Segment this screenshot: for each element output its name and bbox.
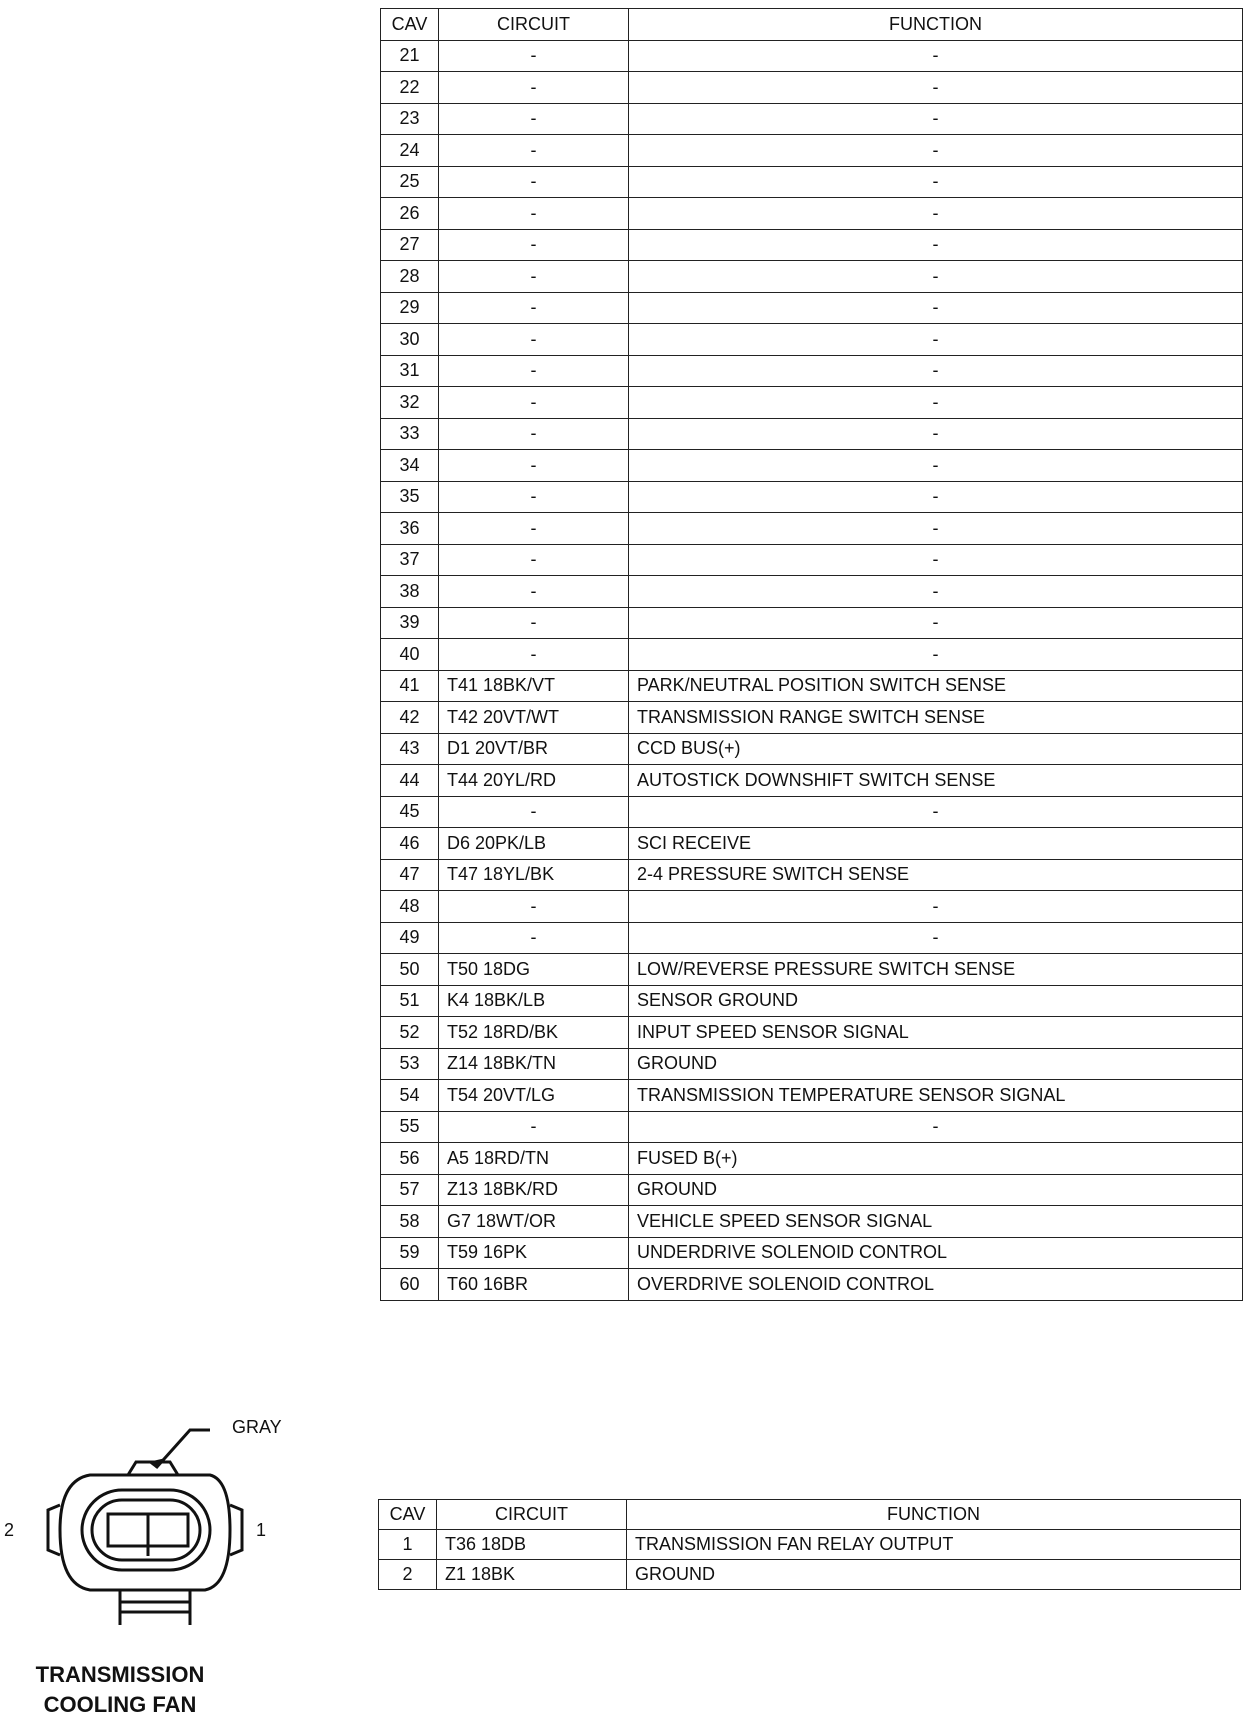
cav-cell: 56 [381, 1143, 439, 1175]
circuit-cell: - [439, 513, 629, 545]
table-row [381, 135, 1243, 167]
table-row [379, 1560, 1241, 1590]
circuit-cell: - [439, 796, 629, 828]
function-cell: TRANSMISSION RANGE SWITCH SENSE [629, 702, 1243, 734]
circuit-cell: - [439, 292, 629, 324]
circuit-cell: Z13 18BK/RD [439, 1174, 629, 1206]
cav-cell: 1 [379, 1530, 437, 1560]
circuit-cell: T42 20VT/WT [439, 702, 629, 734]
table-row [381, 387, 1243, 419]
main-table-body [381, 40, 1243, 1300]
circuit-cell: T41 18BK/VT [439, 670, 629, 702]
connector-title-line2: COOLING FAN [43, 1692, 197, 1717]
circuit-cell: T47 18YL/BK [439, 859, 629, 891]
table-row [381, 576, 1243, 608]
table-row [381, 229, 1243, 261]
circuit-cell: - [439, 607, 629, 639]
cav-cell: 46 [381, 828, 439, 860]
table-row [381, 1237, 1243, 1269]
connector-housing [60, 1475, 230, 1590]
left-ear [48, 1505, 60, 1555]
table-row [381, 103, 1243, 135]
table-row [381, 891, 1243, 923]
function-cell: - [629, 103, 1243, 135]
cav-cell: 24 [381, 135, 439, 167]
function-cell: - [629, 261, 1243, 293]
cav-cell: 23 [381, 103, 439, 135]
circuit-cell: - [439, 639, 629, 671]
cav-cell: 49 [381, 922, 439, 954]
function-cell: - [629, 166, 1243, 198]
function-cell: - [629, 891, 1243, 923]
function-cell: - [629, 1111, 1243, 1143]
function-cell: INPUT SPEED SENSOR SIGNAL [629, 1017, 1243, 1049]
circuit-cell: D1 20VT/BR [439, 733, 629, 765]
circuit-cell: T50 18DG [439, 954, 629, 986]
circuit-cell: - [439, 387, 629, 419]
function-cell: GROUND [629, 1174, 1243, 1206]
function-cell: AUTOSTICK DOWNSHIFT SWITCH SENSE [629, 765, 1243, 797]
function-cell: UNDERDRIVE SOLENOID CONTROL [629, 1237, 1243, 1269]
function-cell: - [629, 135, 1243, 167]
cav-cell: 55 [381, 1111, 439, 1143]
fan-header-row [379, 1500, 1241, 1530]
cav-cell: 45 [381, 796, 439, 828]
circuit-cell: Z14 18BK/TN [439, 1048, 629, 1080]
table-row [381, 796, 1243, 828]
circuit-cell: T54 20VT/LG [439, 1080, 629, 1112]
function-cell: TRANSMISSION FAN RELAY OUTPUT [627, 1530, 1241, 1560]
circuit-cell: - [439, 135, 629, 167]
circuit-cell: Z1 18BK [437, 1560, 627, 1590]
circuit-cell: T52 18RD/BK [439, 1017, 629, 1049]
table-row [381, 1017, 1243, 1049]
fan-circuit-header: CIRCUIT [437, 1500, 627, 1530]
circuit-cell: - [439, 198, 629, 230]
table-row [381, 450, 1243, 482]
table-row [381, 355, 1243, 387]
function-cell: - [629, 639, 1243, 671]
terminal-1 [148, 1514, 188, 1546]
table-row [381, 292, 1243, 324]
connector-color-label: GRAY [232, 1417, 282, 1437]
function-cell: SCI RECEIVE [629, 828, 1243, 860]
cav-cell: 59 [381, 1237, 439, 1269]
function-cell: FUSED B(+) [629, 1143, 1243, 1175]
table-row [381, 261, 1243, 293]
cav-cell: 44 [381, 765, 439, 797]
table-row [381, 733, 1243, 765]
function-cell: - [629, 513, 1243, 545]
function-cell: TRANSMISSION TEMPERATURE SENSOR SIGNAL [629, 1080, 1243, 1112]
table-row [381, 513, 1243, 545]
circuit-cell: - [439, 891, 629, 923]
function-cell: - [629, 292, 1243, 324]
table-row [381, 324, 1243, 356]
circuit-cell: - [439, 40, 629, 72]
circuit-cell: T44 20YL/RD [439, 765, 629, 797]
cav-cell: 35 [381, 481, 439, 513]
circuit-cell: - [439, 544, 629, 576]
table-row [381, 639, 1243, 671]
table-row [381, 72, 1243, 104]
table-row [381, 985, 1243, 1017]
cav-cell: 25 [381, 166, 439, 198]
cav-cell: 52 [381, 1017, 439, 1049]
function-cell: - [629, 481, 1243, 513]
terminal-2 [108, 1514, 148, 1546]
table-row [381, 765, 1243, 797]
function-header: FUNCTION [629, 9, 1243, 41]
circuit-cell: - [439, 166, 629, 198]
circuit-cell: - [439, 103, 629, 135]
circuit-header: CIRCUIT [439, 9, 629, 41]
circuit-cell: - [439, 1111, 629, 1143]
cav-cell: 48 [381, 891, 439, 923]
table-row [381, 954, 1243, 986]
cav-cell: 30 [381, 324, 439, 356]
circuit-cell: T59 16PK [439, 1237, 629, 1269]
circuit-cell: T36 18DB [437, 1530, 627, 1560]
table-row [381, 1048, 1243, 1080]
cav-cell: 58 [381, 1206, 439, 1238]
function-cell: - [629, 418, 1243, 450]
function-cell: - [629, 355, 1243, 387]
circuit-cell: - [439, 72, 629, 104]
fan-pinout-table [378, 1499, 1241, 1590]
function-cell: - [629, 576, 1243, 608]
table-row [381, 198, 1243, 230]
cav-cell: 2 [379, 1560, 437, 1590]
function-cell: OVERDRIVE SOLENOID CONTROL [629, 1269, 1243, 1301]
table-row [381, 1269, 1243, 1301]
function-cell: - [629, 229, 1243, 261]
function-cell: - [629, 40, 1243, 72]
cav-cell: 57 [381, 1174, 439, 1206]
cav-cell: 60 [381, 1269, 439, 1301]
table-row [381, 1206, 1243, 1238]
cav-cell: 50 [381, 954, 439, 986]
table-row [381, 670, 1243, 702]
function-cell: LOW/REVERSE PRESSURE SWITCH SENSE [629, 954, 1243, 986]
cav-cell: 28 [381, 261, 439, 293]
cav-cell: 51 [381, 985, 439, 1017]
connector-title-line1: TRANSMISSION [35, 1662, 205, 1687]
cav-cell: 34 [381, 450, 439, 482]
function-cell: - [629, 544, 1243, 576]
table-row [381, 40, 1243, 72]
cav-cell: 26 [381, 198, 439, 230]
circuit-cell: - [439, 922, 629, 954]
table-row [381, 1111, 1243, 1143]
circuit-cell: A5 18RD/TN [439, 1143, 629, 1175]
function-cell: - [629, 324, 1243, 356]
connector-drawing [20, 1420, 250, 1630]
circuit-cell: G7 18WT/OR [439, 1206, 629, 1238]
fan-table-body [379, 1530, 1241, 1590]
cav-cell: 41 [381, 670, 439, 702]
cav-cell: 39 [381, 607, 439, 639]
circuit-cell: - [439, 324, 629, 356]
main-pinout-table [380, 8, 1243, 1301]
table-row [381, 702, 1243, 734]
function-cell: - [629, 387, 1243, 419]
table-row [381, 166, 1243, 198]
circuit-cell: D6 20PK/LB [439, 828, 629, 860]
table-row [381, 859, 1243, 891]
fan-function-header: FUNCTION [627, 1500, 1241, 1530]
cav-cell: 27 [381, 229, 439, 261]
function-cell: - [629, 607, 1243, 639]
function-cell: CCD BUS(+) [629, 733, 1243, 765]
table-row [381, 481, 1243, 513]
cav-cell: 21 [381, 40, 439, 72]
table-row [381, 544, 1243, 576]
function-cell: SENSOR GROUND [629, 985, 1243, 1017]
function-cell: 2-4 PRESSURE SWITCH SENSE [629, 859, 1243, 891]
pin-label-right: 1 [256, 1520, 267, 1540]
cav-cell: 22 [381, 72, 439, 104]
connector-diagram [4, 1417, 282, 1635]
table-row [381, 418, 1243, 450]
right-ear [230, 1505, 242, 1555]
circuit-cell: - [439, 418, 629, 450]
cav-cell: 33 [381, 418, 439, 450]
function-cell: GROUND [629, 1048, 1243, 1080]
function-cell: - [629, 72, 1243, 104]
circuit-cell: - [439, 450, 629, 482]
cav-cell: 31 [381, 355, 439, 387]
pin-label-left: 2 [4, 1520, 15, 1540]
table-row [379, 1530, 1241, 1560]
header-row [381, 9, 1243, 41]
circuit-cell: - [439, 576, 629, 608]
table-row [381, 922, 1243, 954]
function-cell: - [629, 796, 1243, 828]
table-row [381, 828, 1243, 860]
function-cell: - [629, 198, 1243, 230]
table-row [381, 1080, 1243, 1112]
cav-header: CAV [381, 9, 439, 41]
cav-cell: 43 [381, 733, 439, 765]
function-cell: - [629, 922, 1243, 954]
circuit-cell: - [439, 481, 629, 513]
cav-cell: 42 [381, 702, 439, 734]
table-row [381, 1143, 1243, 1175]
circuit-cell: K4 18BK/LB [439, 985, 629, 1017]
cav-cell: 32 [381, 387, 439, 419]
circuit-cell: - [439, 261, 629, 293]
connector-title [0, 1660, 240, 1720]
function-cell: VEHICLE SPEED SENSOR SIGNAL [629, 1206, 1243, 1238]
function-cell: PARK/NEUTRAL POSITION SWITCH SENSE [629, 670, 1243, 702]
cav-cell: 53 [381, 1048, 439, 1080]
inner-oval [82, 1490, 210, 1570]
cav-cell: 54 [381, 1080, 439, 1112]
cav-cell: 29 [381, 292, 439, 324]
cav-cell: 40 [381, 639, 439, 671]
circuit-cell: T60 16BR [439, 1269, 629, 1301]
table-row [381, 607, 1243, 639]
table-row [381, 1174, 1243, 1206]
cav-cell: 47 [381, 859, 439, 891]
circuit-cell: - [439, 229, 629, 261]
circuit-cell: - [439, 355, 629, 387]
cav-cell: 36 [381, 513, 439, 545]
function-cell: GROUND [627, 1560, 1241, 1590]
cav-cell: 38 [381, 576, 439, 608]
function-cell: - [629, 450, 1243, 482]
fan-cav-header: CAV [379, 1500, 437, 1530]
cav-cell: 37 [381, 544, 439, 576]
